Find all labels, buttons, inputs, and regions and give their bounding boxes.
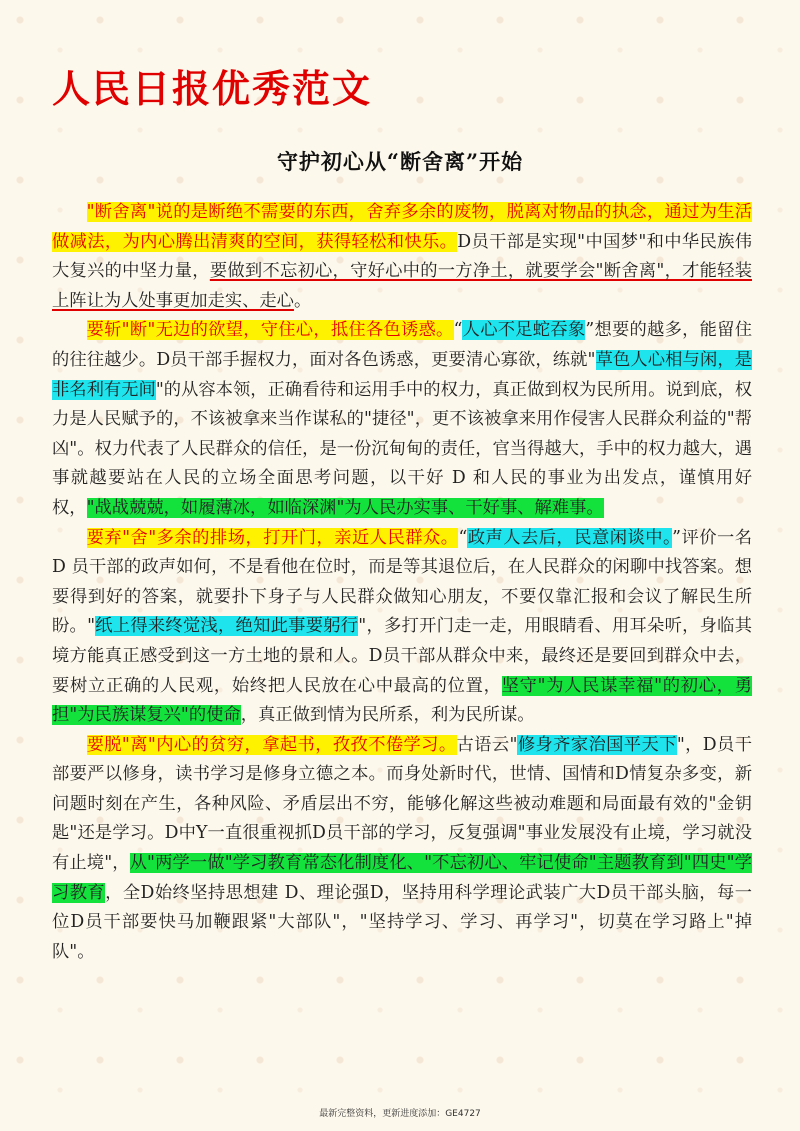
footer-note: 最新完整资料，更新进度添加：GE4727 xyxy=(319,1109,481,1119)
text-segment: "断舍离"说的是断绝不需要的东西，舍弃多余的废物，脱离对物品的执念，通过为生活做减法，为内心腾出清爽的空间，获得轻松和快乐。 xyxy=(52,202,752,252)
text-segment: 政声人去后，民意闲谈中。 xyxy=(467,527,673,548)
text-segment: ”评价一名 D 员干部的政声如何，不是看他在位时，而是等其退位后，在人民群众的闲聊中找答案。想要得到好的答案，就要扑下身子与人民群众做知心朋友，不要仅靠汇报和会议了解民生所盼。" xyxy=(52,527,752,637)
paragraph-3 xyxy=(52,524,752,731)
text-segment: ，全D始终坚持思想建 D、理论强D，坚持用科学理论武装广大D员干部头脑，每一位D员干部要快马加鞭跟紧"大部队"，"坚持学习、学习、再学习"，切莫在学习路上"掉队"。 xyxy=(52,882,752,962)
text-segment: “ xyxy=(458,527,468,548)
text-segment: "，D员干部要严以修身，读书学习是修身立德之本。而身处新时代，世情、国情和D情复杂多变，新问题时刻在产生，各种风险、矛盾层出不穷，能够化解这些被动难题和局面最有效的"金钥匙"还是学习。D中Y一直很重视抓D员干部的学习，反复强调"事业发展没有止境，学习就没有止境"， xyxy=(52,734,752,874)
text-segment: “ xyxy=(453,320,463,341)
article-body xyxy=(52,198,752,967)
text-segment: 纸上得来终觉浅，绝知此事要躬行 xyxy=(95,616,359,637)
text-segment: 要做到不忘初心，守好心中的一方净土，就要学会"断舍离"，才能轻装上阵让为人处事更加走实、走心 xyxy=(52,261,752,311)
page-title: 人民日报优秀范文 xyxy=(52,66,373,111)
text-segment: 人心不足蛇吞象 xyxy=(462,320,586,341)
text-segment: ”想要的越多，能留住的往往越少。D员干部手握权力，面对各色诱惑，更要清心寡欲，练就" xyxy=(52,320,752,370)
text-segment: "的从容本领，正确看待和运用手中的权力，真正做到权为民所用。说到底，权力是人民赋予的，不该被拿来当作谋私的"捷径"，更不该被拿来用作侵害人民群众利益的"帮凶"。权力代表了人民群众的信任，是一份沉甸甸的责任，官当得越大，手中的权力越大，遇事就越要站在人民的立场全面思考问题，以干好 D 和人民的事业为出发点，谨慎用好权， xyxy=(52,379,752,518)
text-segment: 要斩"断"无边的欲望，守住心，抵住各色诱惑。 xyxy=(86,320,454,341)
text-segment: 古语云" xyxy=(456,734,518,755)
text-segment: ，真正做到情为民所系，利为民所谋。 xyxy=(240,705,535,726)
paragraph-1 xyxy=(52,198,752,316)
text-segment: 坚守"为人民谋幸福"的初心，勇担"为民族谋复兴"的使命 xyxy=(52,675,752,726)
text-segment: D员干部是实现"中国梦"和中华民族伟大复兴的中坚力量， xyxy=(52,231,752,282)
article-title: 守护初心从“断舍离”开始 xyxy=(276,149,524,174)
text-segment: "，多打开门走一走，用眼睛看、用耳朵听，身临其境方能真正感受到这一方土地的景和人。D员干部从群众中来，最终还是要回到群众中去，要树立正确的人民观，始终把人民放在心中最高的位置， xyxy=(52,616,752,696)
text-segment: 草色人心相与闲，是非名利有无间 xyxy=(52,349,752,400)
text-segment: 要脱"离"内心的贫穷，拿起书，孜孜不倦学习。 xyxy=(86,734,457,755)
paragraph-2 xyxy=(52,316,752,523)
paragraph-4 xyxy=(52,731,752,968)
text-segment: 要弃"舍"多余的排场，打开门，亲近人民群众。 xyxy=(86,527,459,548)
text-segment: 从"两学一做"学习教育常态化制度化、"不忘初心、牢记使命"主题教育到"四史"学习教育 xyxy=(52,853,752,903)
text-segment: 。 xyxy=(293,290,312,311)
text-segment: "战战兢兢，如履薄冰，如临深渊"为人民办实事、干好事、解难事。 xyxy=(86,497,604,518)
text-segment: 修身齐家治国平天下 xyxy=(517,734,677,755)
